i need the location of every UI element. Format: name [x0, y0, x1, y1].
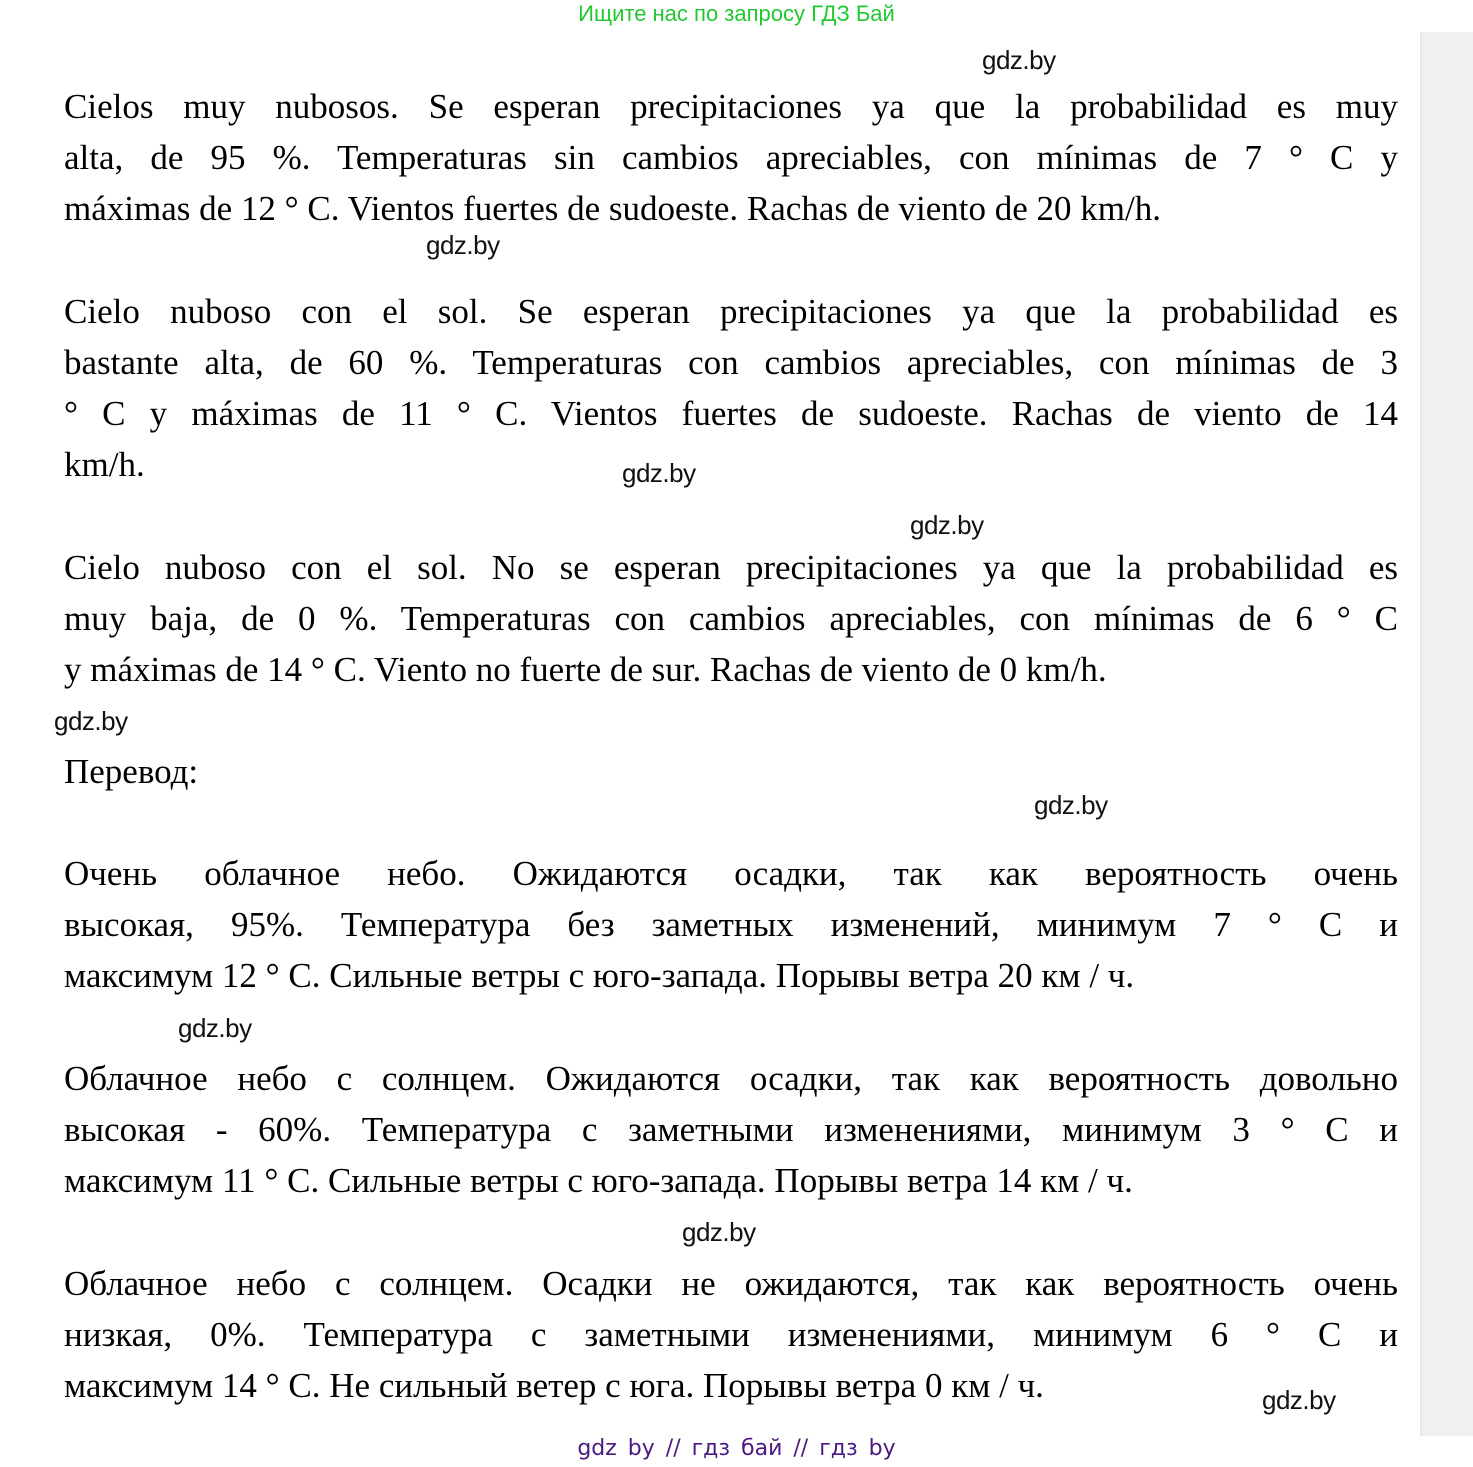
spanish-paragraph-1	[64, 81, 1398, 234]
spanish-paragraph-2	[64, 286, 1398, 490]
text-line: y máximas de 14 ° C. Viento no fuerte de sur. Rachas de viento de 0 km/h.	[64, 650, 1107, 689]
text-line: низкая, 0%. Температура с заметными изменениями, минимум 6 ° С и	[64, 1315, 1398, 1354]
watermark: gdz.by	[426, 230, 500, 260]
text-line: максимум 11 ° С. Сильные ветры с юго-запада. Порывы ветра 14 км / ч.	[64, 1161, 1133, 1200]
translation-heading: Перевод:	[64, 752, 199, 791]
text-line: высокая - 60%. Температура с заметными изменениями, минимум 3 ° С и	[64, 1110, 1398, 1149]
text-line: Cielos muy nubosos. Se esperan precipitaciones ya que la probabilidad es muy	[64, 87, 1398, 126]
bottom-banner[interactable]: gdz by // гдз бай // гдз by	[577, 1436, 896, 1461]
text-line: Облачное небо с солнцем. Ожидаются осадки, так как вероятность довольно	[64, 1059, 1398, 1098]
top-banner[interactable]: Ищите нас по запросу ГДЗ Бай	[578, 1, 895, 26]
spanish-paragraph-3	[64, 542, 1398, 695]
watermark: gdz.by	[910, 510, 984, 540]
watermark: gdz.by	[682, 1217, 756, 1247]
text-line: высокая, 95%. Температура без заметных изменений, минимум 7 ° С и	[64, 905, 1398, 944]
watermark: gdz.by	[622, 458, 696, 488]
text-line: km/h.	[64, 445, 145, 484]
text-line: muy baja, de 0 %. Temperaturas con cambios apreciables, con mínimas de 6 ° C	[64, 599, 1398, 638]
text-line: máximas de 12 ° C. Vientos fuertes de sudoeste. Rachas de viento de 20 km/h.	[64, 189, 1161, 228]
text-line: Cielo nuboso con el sol. Se esperan precipitaciones ya que la probabilidad es	[64, 292, 1398, 331]
watermark: gdz.by	[54, 706, 128, 736]
text-line: Cielo nuboso con el sol. No se esperan precipitaciones ya que la probabilidad es	[64, 548, 1398, 587]
watermark: gdz.by	[178, 1013, 252, 1043]
watermark: gdz.by	[1262, 1385, 1336, 1415]
side-panel	[1420, 32, 1473, 1436]
text-line: Очень облачное небо. Ожидаются осадки, так как вероятность очень	[64, 854, 1398, 893]
text-line: Облачное небо с солнцем. Осадки не ожидаются, так как вероятность очень	[64, 1264, 1398, 1303]
text-line: максимум 12 ° С. Сильные ветры с юго-запада. Порывы ветра 20 км / ч.	[64, 956, 1135, 995]
text-line: alta, de 95 %. Temperaturas sin cambios apreciables, con mínimas de 7 ° C y	[64, 138, 1398, 177]
watermark: gdz.by	[1034, 790, 1108, 820]
watermark: gdz.by	[982, 45, 1056, 75]
russian-paragraph-1	[64, 848, 1398, 1001]
russian-paragraph-3	[64, 1258, 1398, 1411]
text-line: bastante alta, de 60 %. Temperaturas con cambios apreciables, con mínimas de 3	[64, 343, 1398, 382]
russian-paragraph-2	[64, 1053, 1398, 1206]
text-line: максимум 14 ° С. Не сильный ветер с юга. Порывы ветра 0 км / ч.	[64, 1366, 1044, 1405]
text-line: ° C y máximas de 11 ° C. Vientos fuertes de sudoeste. Rachas de viento de 14	[64, 394, 1398, 433]
